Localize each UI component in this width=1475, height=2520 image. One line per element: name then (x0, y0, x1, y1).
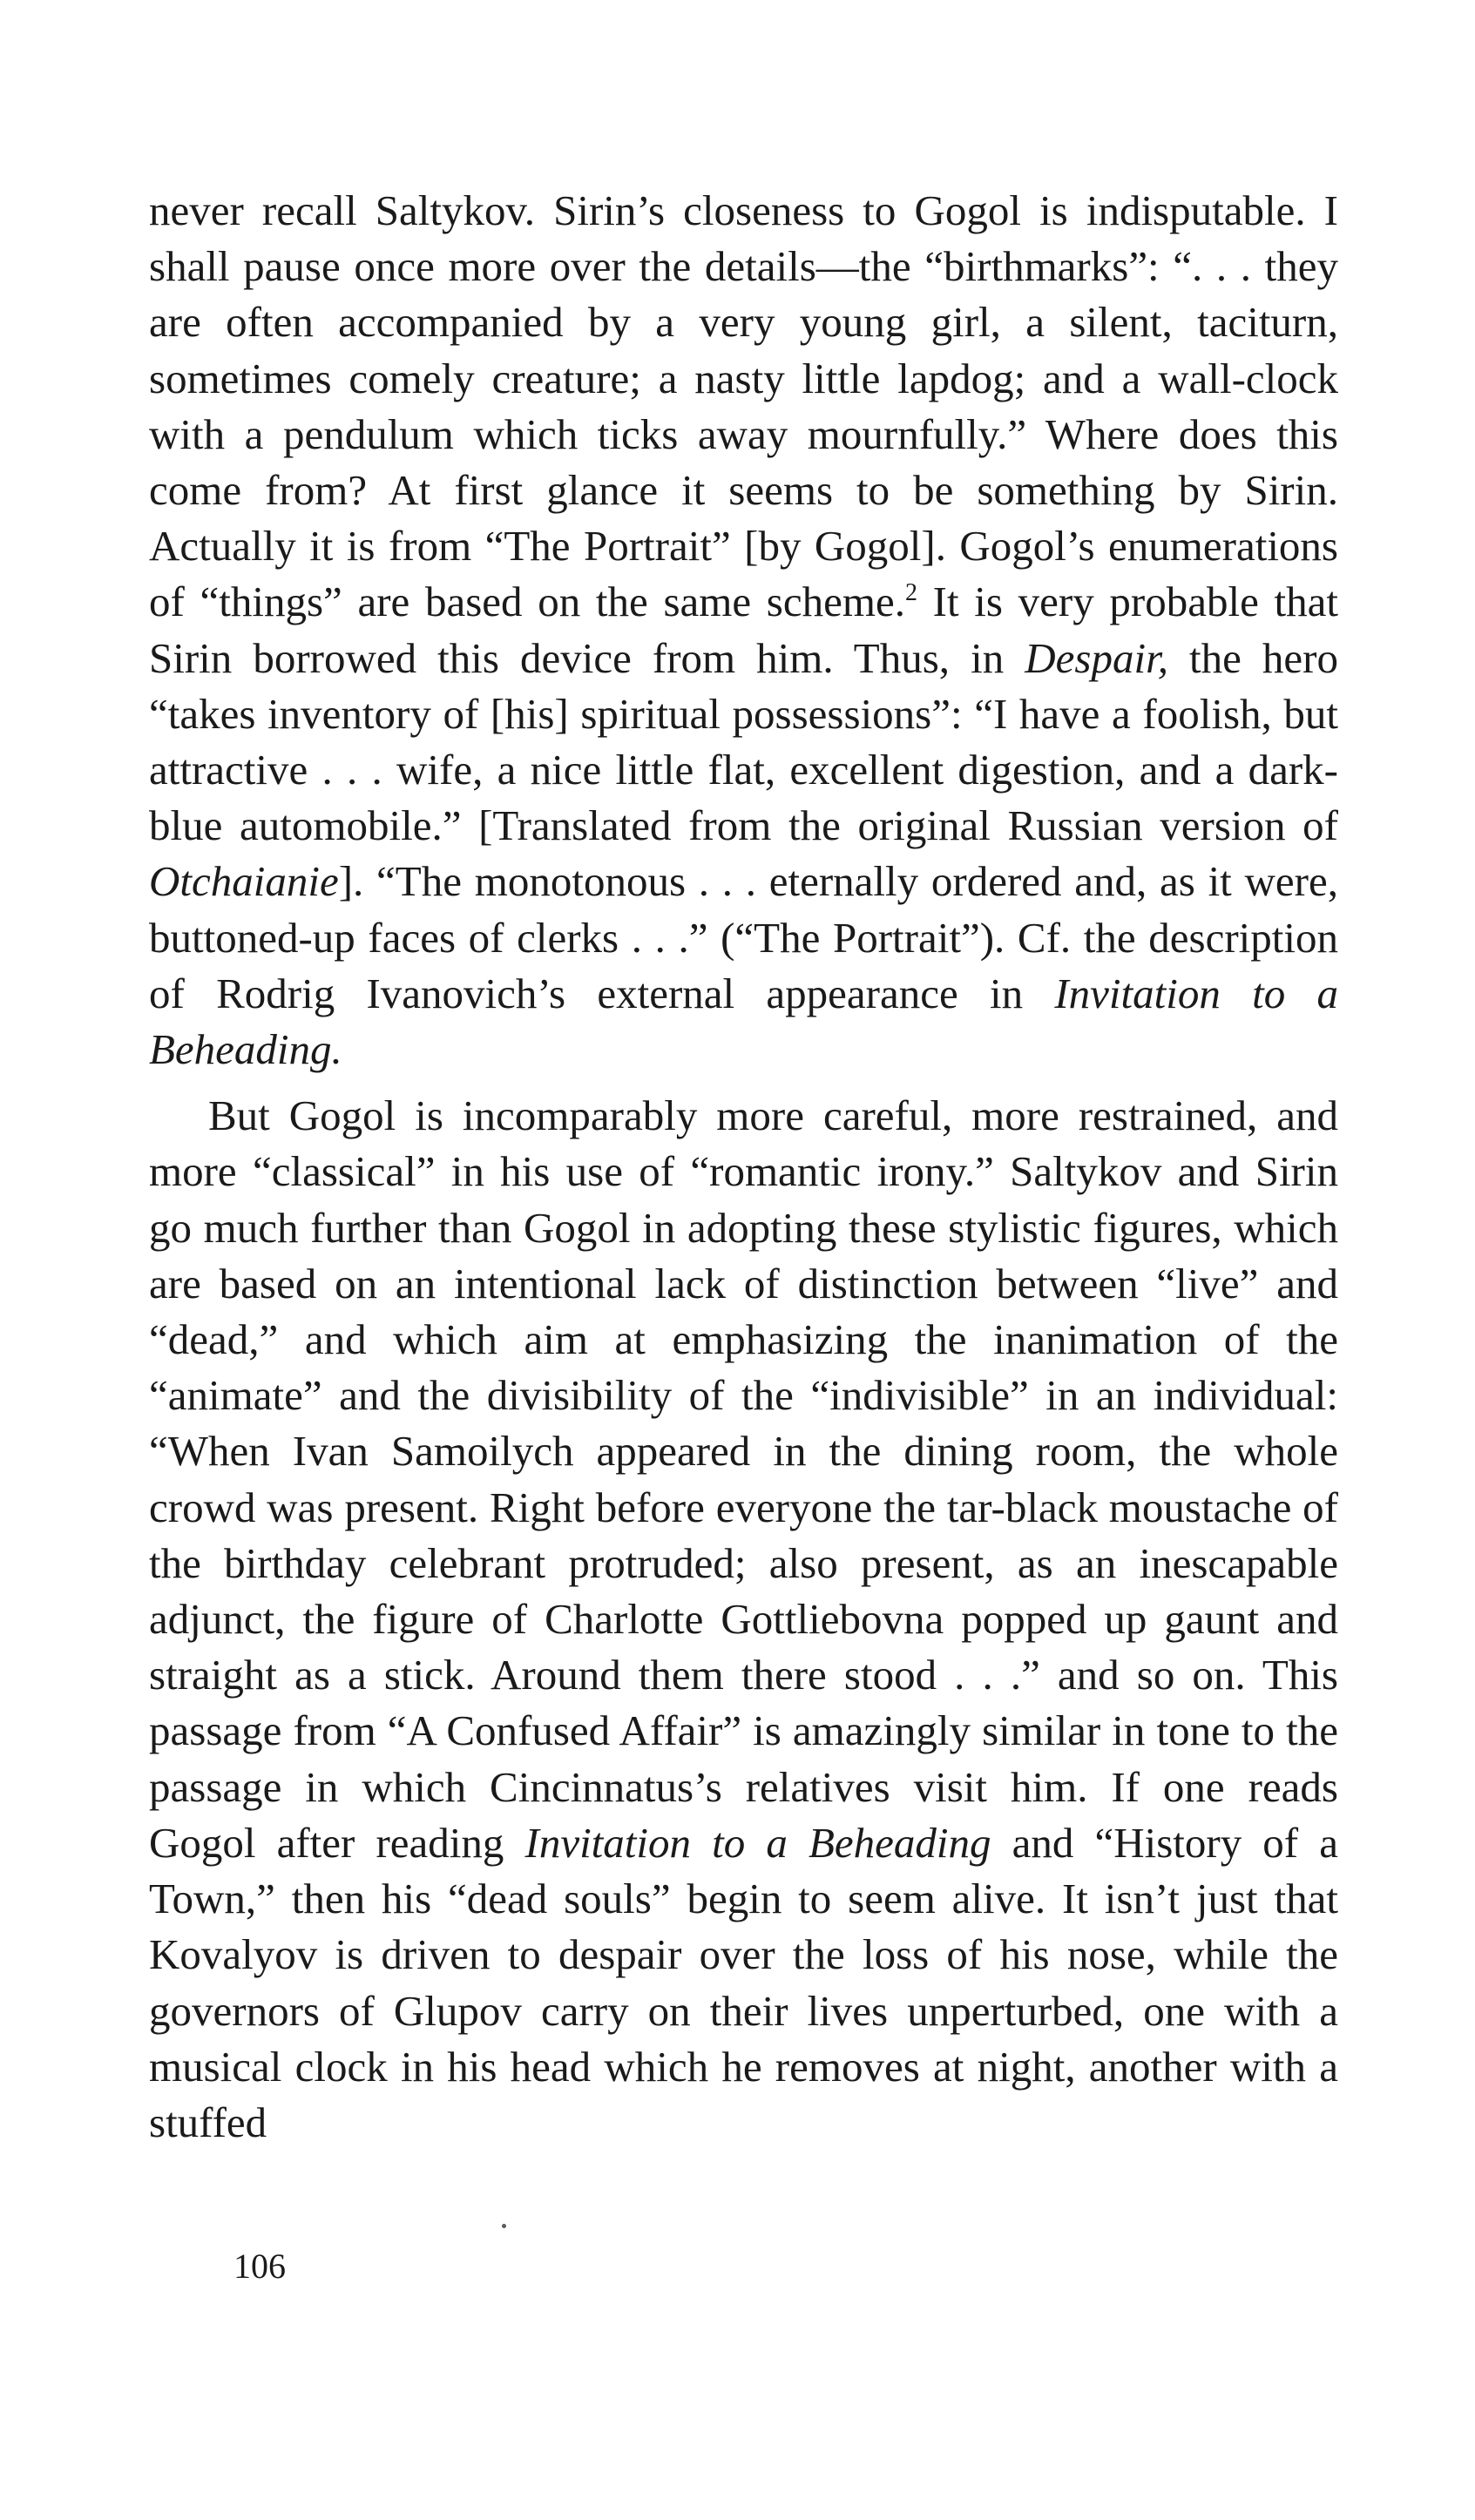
italic-title-invitation: Invitation to a Beheading (524, 1818, 991, 1867)
footnote-reference: 2 (905, 579, 917, 607)
print-speck (502, 2224, 506, 2228)
paragraph-2 (149, 1088, 1338, 2151)
text-run: But Gogol is incomparably more careful, more restrained, and more “classical” in his use of “romantic irony.” Saltykov and Sirin go much further than Gogol in adopting these stylistic figures, which are based on an intentional lack of distinction between “live” and “dead,” and which aim at emphasizing the inanimation of the “animate” and the divisibility of the “indivisible” in an individual: “When Ivan Samoilych appeared in the dining room, the whole crowd was present. Right before everyone the tar-black moustache of the birthday celebrant protruded; also present, as an inescapable adjunct, the figure of Charlotte Gottliebovna popped up gaunt and straight as a stick. Around them there stood . . .” and so on. This passage from “A Confused Affair” is amazingly similar in tone to the passage in which Cincinnatus’s relatives visit him. If one reads Gogol after reading (149, 1091, 1338, 1867)
text-run: It is very probable that Sirin borrowed this device from him. Thus, in (149, 578, 1338, 682)
text-run: never recall Saltykov. Sirin’s closeness to Gogol is indisputable. I shall pause once more over the details—the “birthmarks”: “. . . they are often accompanied by a very young girl, a silent, taciturn, sometimes comely creature; a nasty little lapdog; and a wall-clock with a pendulum which ticks away mournfully.” Where does this come from? At first glance it seems to be something by Sirin. Actually it is from “The Portrait” [by Gogol]. Gogol’s enumerations of “things” are based on the same scheme. (149, 186, 1338, 626)
text-run: the hero “takes inventory of [his] spiritual possessions”: “I have a foolish, but attractive . . . wife, a nice little flat, excellent digestion, and a dark-blue automobile.” [Translated from the original Russian version of (149, 633, 1338, 850)
italic-title-despair: Despair, (1025, 633, 1168, 682)
italic-title-otchaianie: Otchaianie (149, 857, 339, 906)
italic-title-invitation: Invitation to a Beheading. (149, 969, 1338, 1074)
page-number: 106 (233, 2246, 286, 2286)
paragraph-1 (149, 183, 1338, 1078)
text-run: and “History of a Town,” then his “dead souls” begin to seem alive. It isn’t just that Kovalyov is driven to despair over the loss of his nose, while the governors of Glupov carry on their lives unperturbed, one with a musical clock in his head which he removes at night, another with a stuffed (149, 1818, 1338, 2146)
text-run: ]. “The monotonous . . . eternally ordered and, as it were, buttoned-up faces of clerks . . .” (“The Portrait”). Cf. the description of Rodrig Ivanovich’s external appearance in (149, 857, 1338, 1017)
body-text (149, 183, 1338, 2151)
